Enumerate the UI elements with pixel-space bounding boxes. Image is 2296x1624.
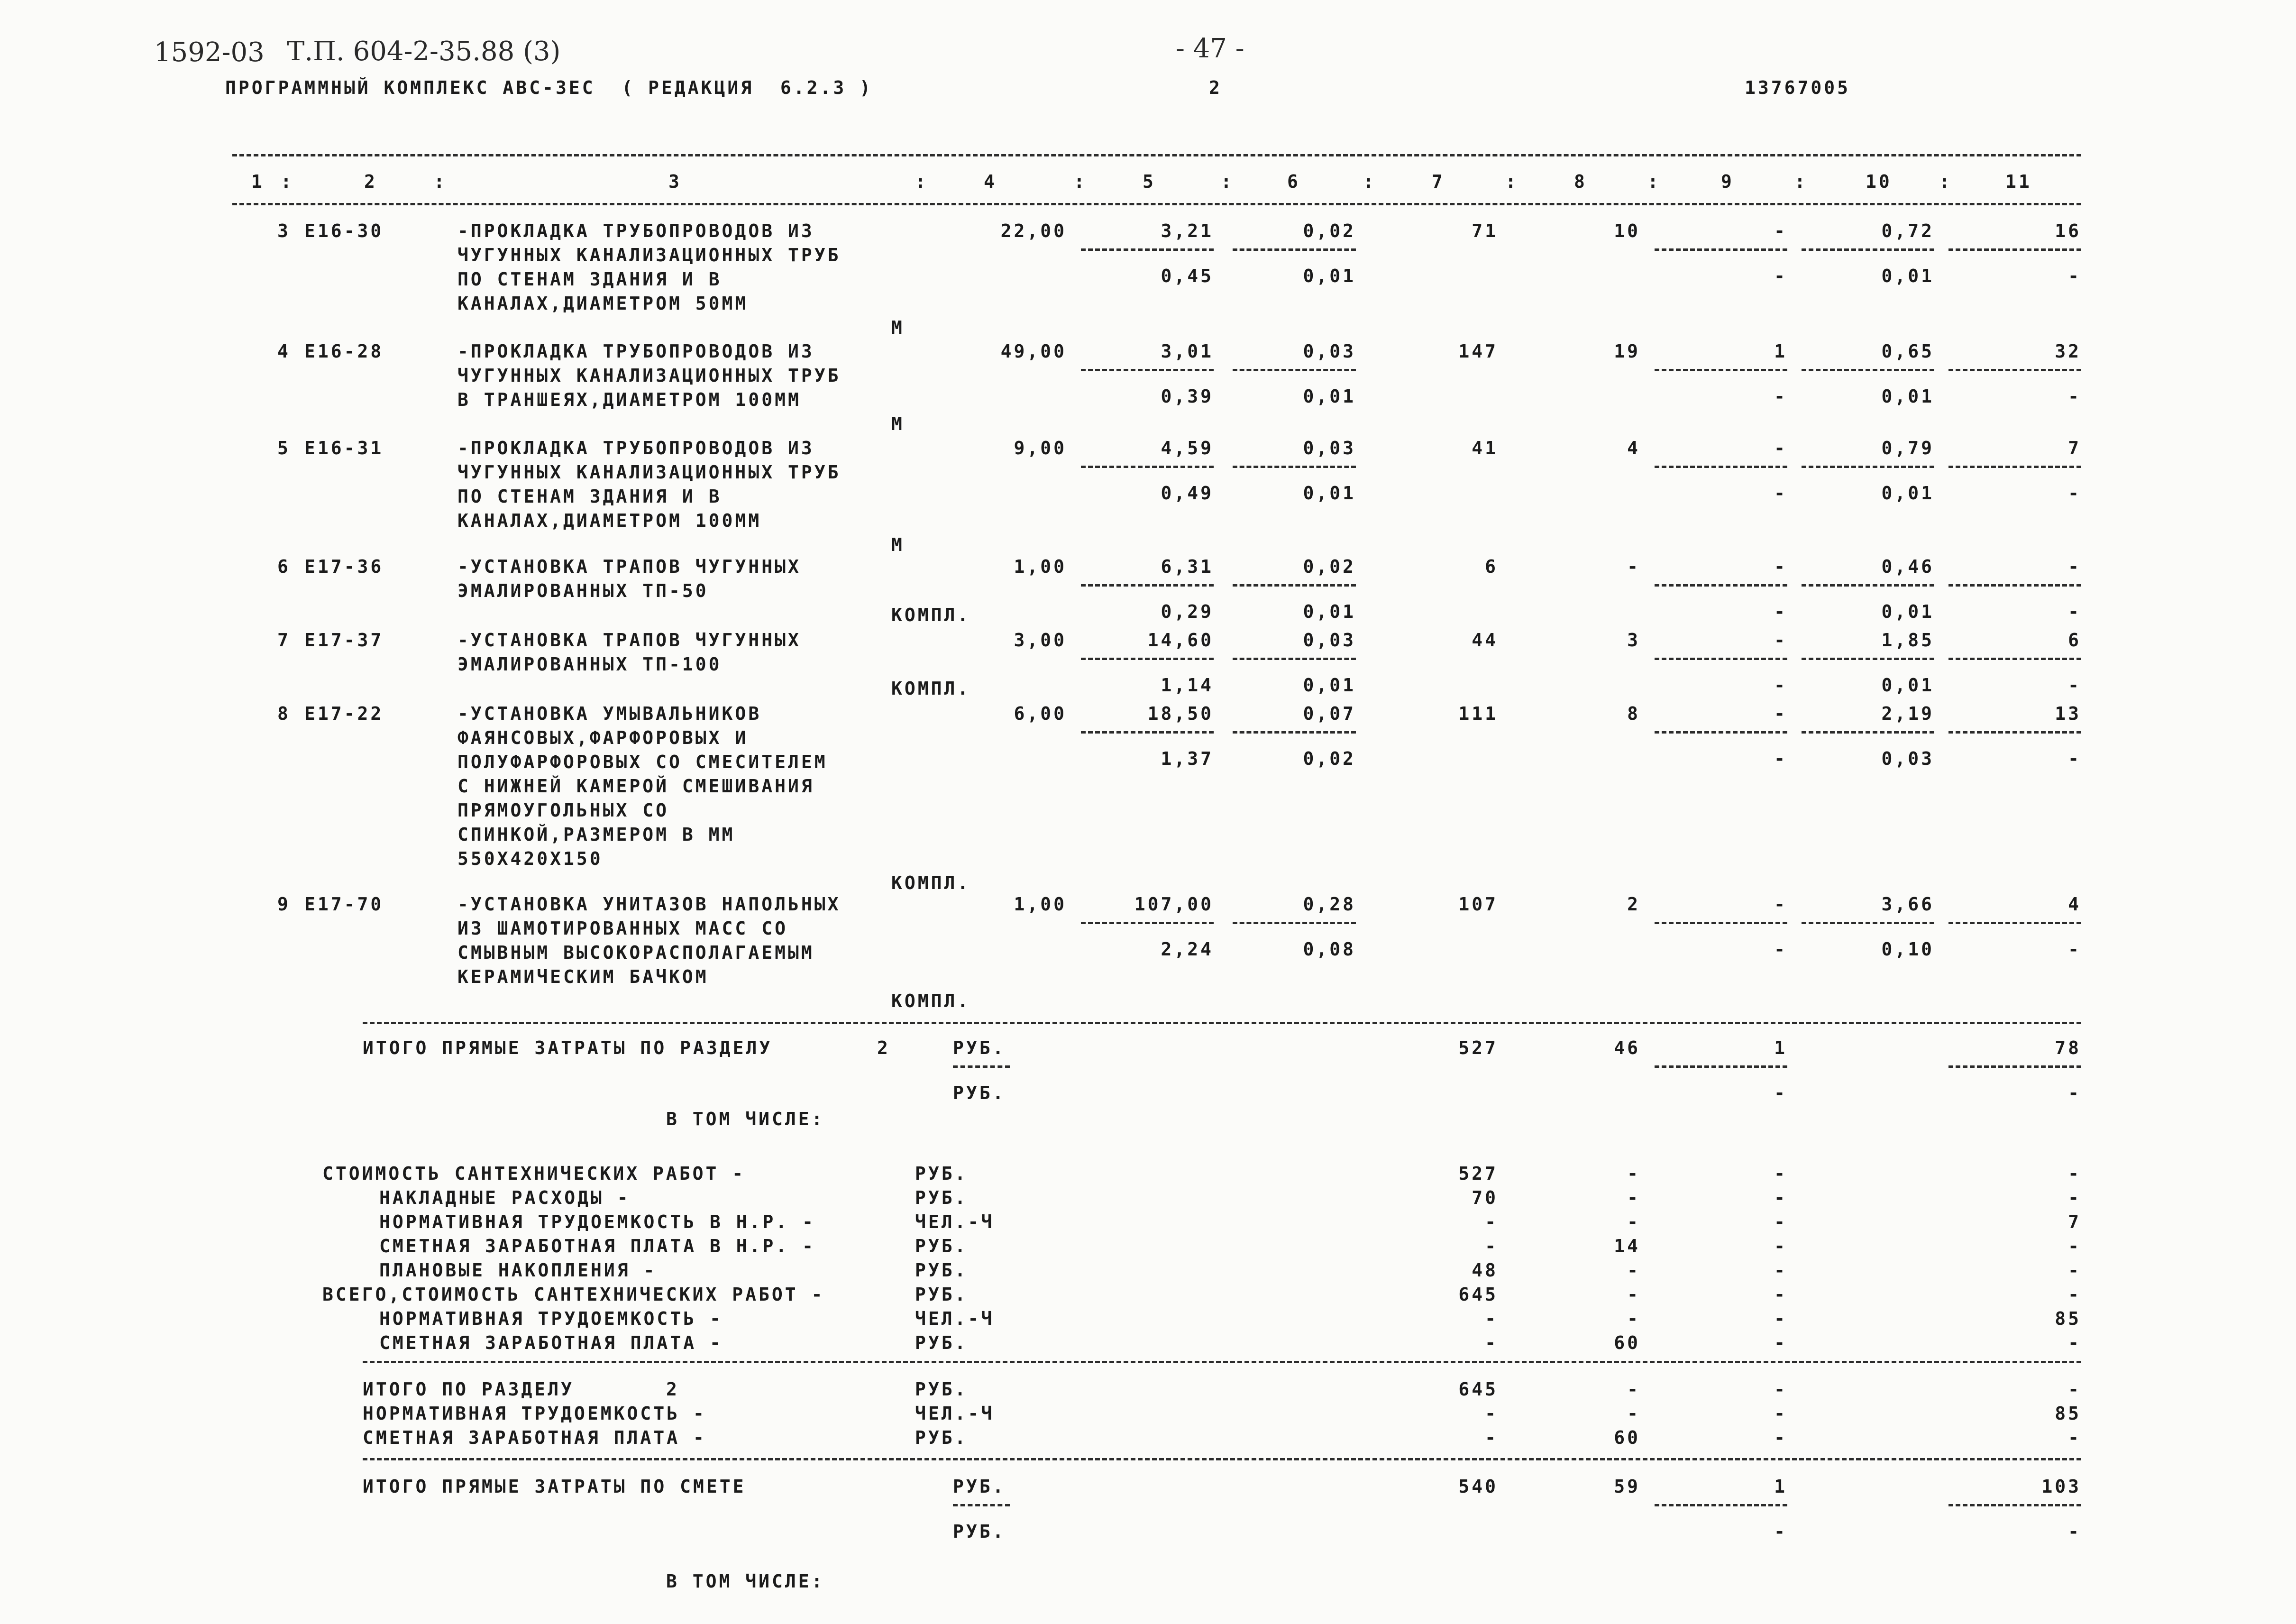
row-quantity: 6,00: [1014, 703, 1067, 724]
row-description-line: В ТРАНШЕЯХ,ДИАМЕТРОМ 100ММ: [457, 389, 801, 410]
breakdown-c8: 60: [1614, 1332, 1640, 1353]
breakdown-label: ПЛАНОВЫЕ НАКОПЛЕНИЯ -: [379, 1260, 657, 1281]
section-total-s11: -: [2068, 1083, 2081, 1103]
breakdown-c8: -: [1627, 1211, 1640, 1232]
estimate-total-c11: 103: [2041, 1476, 2081, 1497]
breakdown-label: ВСЕГО,СТОИМОСТЬ САНТЕХНИЧЕСКИХ РАБОТ -: [322, 1284, 825, 1305]
including-label: В ТОМ ЧИСЛЕ:: [666, 1109, 825, 1129]
row-sub-unit-cost: 1,14: [1161, 675, 1214, 696]
breakdown-c11: 85: [2055, 1308, 2081, 1329]
column-separator: :: [1939, 171, 1952, 192]
sheet-number: 2: [1209, 77, 1222, 98]
row-sub-machine: -: [1774, 939, 1787, 960]
row-labor-per-unit: 0,03: [1303, 630, 1356, 651]
row-sub-labor-total: 0,01: [1881, 266, 1934, 286]
summary-c8: 60: [1614, 1427, 1640, 1448]
row-description-line: ЧУГУННЫХ КАНАЛИЗАЦИОННЫХ ТРУБ: [457, 462, 841, 483]
row-description-line: СМЫВНЫМ ВЫСОКОРАСПОЛАГАЕМЫМ: [457, 942, 814, 963]
row-unit: М: [891, 534, 905, 555]
column-header-3: 3: [668, 171, 682, 192]
breakdown-c8: -: [1627, 1260, 1640, 1281]
column-header-2: 2: [364, 171, 377, 192]
section-total-number: 2: [877, 1037, 890, 1058]
summary-c7: -: [1485, 1403, 1498, 1424]
row-number: 3: [277, 220, 291, 241]
row-total-cost: 41: [1472, 438, 1498, 459]
row-quantity: 3,00: [1014, 630, 1067, 651]
breakdown-c9: -: [1774, 1163, 1787, 1184]
row-sub-col11: -: [2068, 266, 2081, 286]
document-id: 13767005: [1745, 77, 1851, 98]
program-title: ПРОГРАММНЫЙ КОМПЛЕКС АВС-3ЕС ( РЕДАКЦИЯ 6.2.3 ): [225, 77, 873, 98]
summary-label: СМЕТНАЯ ЗАРАБОТНАЯ ПЛАТА -: [363, 1427, 706, 1448]
row-sub-unit-cost: 2,24: [1161, 939, 1214, 960]
row-wage: 8: [1627, 703, 1640, 724]
estimate-total-c8: 59: [1614, 1476, 1640, 1497]
row-labor-per-unit: 0,03: [1303, 438, 1356, 459]
row-unit: КОМПЛ.: [891, 872, 971, 893]
table-top-rule: [232, 154, 2081, 156]
row-col11: 6: [2068, 630, 2081, 651]
row-sub-machine: -: [1774, 483, 1787, 504]
row-sub-machine: -: [1774, 266, 1787, 286]
breakdown-label: НАКЛАДНЫЕ РАСХОДЫ -: [379, 1187, 631, 1208]
row-unit-cost: 4,59: [1161, 438, 1214, 459]
section-total-label: ИТОГО ПРЯМЫЕ ЗАТРАТЫ ПО РАЗДЕЛУ: [363, 1037, 773, 1058]
estimate-total-c7: 540: [1458, 1476, 1498, 1497]
breakdown-c7: 48: [1472, 1260, 1498, 1281]
sub-rule: [1233, 922, 1356, 924]
row-labor: 3,66: [1881, 894, 1934, 915]
row-labor: 2,19: [1881, 703, 1934, 724]
row-unit: КОМПЛ.: [891, 678, 971, 699]
column-separator: :: [1074, 171, 1087, 192]
sub-rule: [1802, 658, 1934, 660]
breakdown-c11: -: [2068, 1260, 2081, 1281]
row-sub-machine: -: [1774, 386, 1787, 407]
row-code: Е17-70: [304, 894, 384, 915]
row-col11: 32: [2055, 341, 2081, 362]
row-sub-col11: -: [2068, 748, 2081, 769]
row-labor-per-unit: 0,28: [1303, 894, 1356, 915]
row-quantity: 9,00: [1014, 438, 1067, 459]
estimate-total-s11: -: [2068, 1521, 2081, 1542]
sub-rule: [1233, 584, 1356, 587]
row-labor-per-unit: 0,07: [1303, 703, 1356, 724]
sub-rule: [1081, 731, 1214, 734]
column-header-6: 6: [1287, 171, 1300, 192]
row-total-cost: 44: [1472, 630, 1498, 651]
breakdown-c11: -: [2068, 1163, 2081, 1184]
row-col11: 7: [2068, 438, 2081, 459]
row-col11: 16: [2055, 220, 2081, 241]
row-unit-cost: 3,21: [1161, 220, 1214, 241]
row-sub-col11: -: [2068, 601, 2081, 622]
breakdown-c9: -: [1774, 1236, 1787, 1257]
section-rule: [363, 1361, 2081, 1363]
row-labor: 0,72: [1881, 220, 1934, 241]
summary-c9: -: [1774, 1379, 1787, 1400]
breakdown-label: СМЕТНАЯ ЗАРАБОТНАЯ ПЛАТА В Н.Р. -: [379, 1236, 815, 1257]
breakdown-unit: РУБ.: [915, 1284, 968, 1305]
row-sub-labor-total: 0,01: [1881, 386, 1934, 407]
row-total-cost: 147: [1458, 341, 1498, 362]
row-sub-labor-total: 0,01: [1881, 483, 1934, 504]
row-machine: -: [1774, 630, 1787, 651]
row-wage: 3: [1627, 630, 1640, 651]
row-unit: КОМПЛ.: [891, 991, 971, 1011]
sub-rule: [1948, 1504, 2081, 1506]
breakdown-label: СТОИМОСТЬ САНТЕХНИЧЕСКИХ РАБОТ -: [322, 1163, 746, 1184]
summary-unit: ЧЕЛ.-Ч: [915, 1403, 995, 1424]
row-quantity: 1,00: [1014, 556, 1067, 577]
breakdown-c11: -: [2068, 1284, 2081, 1305]
breakdown-label: СМЕТНАЯ ЗАРАБОТНАЯ ПЛАТА -: [379, 1332, 723, 1353]
section-total-c8: 46: [1614, 1037, 1640, 1058]
sub-rule: [1655, 658, 1787, 660]
estimate-total-unit: РУБ.: [953, 1476, 1006, 1497]
row-labor: 1,85: [1881, 630, 1934, 651]
column-header-8: 8: [1574, 171, 1587, 192]
row-sub-labor: 0,01: [1303, 675, 1356, 696]
column-header-7: 7: [1432, 171, 1445, 192]
row-unit-cost: 107,00: [1134, 894, 1214, 915]
breakdown-c7: -: [1485, 1332, 1498, 1353]
row-wage: 10: [1614, 220, 1640, 241]
row-number: 5: [277, 438, 291, 459]
row-description-line: С НИЖНЕЙ КАМЕРОЙ СМЕШИВАНИЯ: [457, 776, 814, 797]
row-description-line: ЭМАЛИРОВАННЫХ ТП-100: [457, 654, 722, 675]
row-description-line: ПРЯМОУГОЛЬНЫХ СО: [457, 800, 669, 821]
row-col11: 4: [2068, 894, 2081, 915]
row-sub-labor-total: 0,01: [1881, 675, 1934, 696]
sub-rule: [1948, 922, 2081, 924]
breakdown-c9: -: [1774, 1260, 1787, 1281]
row-description-line: -ПРОКЛАДКА ТРУБОПРОВОДОВ ИЗ: [457, 341, 814, 362]
breakdown-c11: -: [2068, 1236, 2081, 1257]
row-sub-unit-cost: 0,45: [1161, 266, 1214, 286]
column-header-4: 4: [984, 171, 997, 192]
row-total-cost: 71: [1472, 220, 1498, 241]
row-sub-unit-cost: 1,37: [1161, 748, 1214, 769]
sub-rule: [1081, 922, 1214, 924]
sub-rule: [1802, 369, 1934, 371]
summary-c11: -: [2068, 1427, 2081, 1448]
column-separator: :: [1794, 171, 1808, 192]
row-code: Е16-30: [304, 220, 384, 241]
breakdown-c7: 70: [1472, 1187, 1498, 1208]
row-machine: -: [1774, 220, 1787, 241]
breakdown-unit: ЧЕЛ.-Ч: [915, 1211, 995, 1232]
row-description-line: КАНАЛАХ,ДИАМЕТРОМ 50ММ: [457, 293, 749, 314]
row-description-line: ПОЛУФАРФОРОВЫХ СО СМЕСИТЕЛЕМ: [457, 752, 828, 772]
column-separator: :: [434, 171, 447, 192]
summary-label: ИТОГО ПО РАЗДЕЛУ: [363, 1379, 575, 1400]
row-unit-cost: 14,60: [1147, 630, 1214, 651]
row-sub-machine: -: [1774, 601, 1787, 622]
section-total-c9: 1: [1774, 1037, 1787, 1058]
row-sub-labor: 0,08: [1303, 939, 1356, 960]
row-code: Е16-28: [304, 341, 384, 362]
row-labor-per-unit: 0,03: [1303, 341, 1356, 362]
column-separator: :: [1505, 171, 1518, 192]
sub-rule: [953, 1065, 1010, 1068]
row-number: 4: [277, 341, 291, 362]
sub-rule: [1802, 248, 1934, 251]
summary-section-number: 2: [666, 1379, 679, 1400]
breakdown-c7: -: [1485, 1211, 1498, 1232]
breakdown-c9: -: [1774, 1308, 1787, 1329]
summary-c11: 85: [2055, 1403, 2081, 1424]
summary-c8: -: [1627, 1403, 1640, 1424]
row-wage: -: [1627, 556, 1640, 577]
row-unit-cost: 18,50: [1147, 703, 1214, 724]
sub-rule: [1233, 248, 1356, 251]
sub-rule: [1802, 922, 1934, 924]
sub-rule: [1802, 466, 1934, 468]
row-wage: 4: [1627, 438, 1640, 459]
row-machine: -: [1774, 438, 1787, 459]
breakdown-c8: -: [1627, 1187, 1640, 1208]
sub-rule: [1802, 731, 1934, 734]
breakdown-c8: -: [1627, 1308, 1640, 1329]
sub-rule: [1233, 369, 1356, 371]
sub-rule: [1081, 584, 1214, 587]
breakdown-unit: РУБ.: [915, 1332, 968, 1353]
row-machine: -: [1774, 556, 1787, 577]
row-description-line: СПИНКОЙ,РАЗМЕРОМ В ММ: [457, 824, 735, 845]
row-machine: 1: [1774, 341, 1787, 362]
row-unit-cost: 6,31: [1161, 556, 1214, 577]
sub-rule: [1233, 731, 1356, 734]
row-labor: 0,79: [1881, 438, 1934, 459]
sub-rule: [1655, 466, 1787, 468]
breakdown-c7: 527: [1458, 1163, 1498, 1184]
row-labor-per-unit: 0,02: [1303, 556, 1356, 577]
row-labor-per-unit: 0,02: [1303, 220, 1356, 241]
row-description-line: ЧУГУННЫХ КАНАЛИЗАЦИОННЫХ ТРУБ: [457, 365, 841, 386]
including-label-2: В ТОМ ЧИСЛЕ:: [666, 1571, 825, 1592]
section-total-unit: РУБ.: [953, 1037, 1006, 1058]
section-total-c11: 78: [2055, 1037, 2081, 1058]
breakdown-unit: РУБ.: [915, 1163, 968, 1184]
estimate-total-unit2: РУБ.: [953, 1521, 1006, 1542]
summary-c11: -: [2068, 1379, 2081, 1400]
row-sub-col11: -: [2068, 939, 2081, 960]
sub-rule: [1655, 1504, 1787, 1506]
page-number: - 47 -: [1176, 33, 1244, 64]
sub-rule: [1081, 466, 1214, 468]
row-quantity: 22,00: [1000, 220, 1067, 241]
row-wage: 2: [1627, 894, 1640, 915]
row-sub-labor: 0,01: [1303, 386, 1356, 407]
summary-c8: -: [1627, 1379, 1640, 1400]
row-sub-col11: -: [2068, 675, 2081, 696]
column-separator: :: [281, 171, 294, 192]
row-total-cost: 111: [1458, 703, 1498, 724]
summary-c7: 645: [1458, 1379, 1498, 1400]
row-description-line: ПО СТЕНАМ ЗДАНИЯ И В: [457, 269, 722, 290]
breakdown-unit: РУБ.: [915, 1187, 968, 1208]
sub-rule: [1948, 466, 2081, 468]
breakdown-c8: -: [1627, 1284, 1640, 1305]
summary-c9: -: [1774, 1403, 1787, 1424]
breakdown-c8: -: [1627, 1163, 1640, 1184]
row-code: Е17-36: [304, 556, 384, 577]
breakdown-c8: 14: [1614, 1236, 1640, 1257]
row-description-line: -ПРОКЛАДКА ТРУБОПРОВОДОВ ИЗ: [457, 220, 814, 241]
row-labor: 0,46: [1881, 556, 1934, 577]
sub-rule: [1655, 731, 1787, 734]
column-header-10: 10: [1866, 171, 1892, 192]
row-machine: -: [1774, 703, 1787, 724]
row-sub-labor-total: 0,03: [1881, 748, 1934, 769]
sub-rule: [1655, 1065, 1787, 1068]
row-quantity: 1,00: [1014, 894, 1067, 915]
breakdown-unit: РУБ.: [915, 1260, 968, 1281]
sub-rule: [1948, 369, 2081, 371]
summary-c9: -: [1774, 1427, 1787, 1448]
section-total-c7: 527: [1458, 1037, 1498, 1058]
row-sub-labor: 0,02: [1303, 748, 1356, 769]
row-sub-labor: 0,01: [1303, 601, 1356, 622]
handwritten-code: 1592-03: [154, 37, 265, 68]
estimate-total-s9: -: [1774, 1521, 1787, 1542]
sub-rule: [1081, 369, 1214, 371]
row-wage: 19: [1614, 341, 1640, 362]
column-header-1: 1: [251, 171, 265, 192]
row-description-line: -УСТАНОВКА УМЫВАЛЬНИКОВ: [457, 703, 762, 724]
doc-reference: Т.П. 604-2-35.88 (3): [287, 36, 561, 67]
breakdown-c9: -: [1774, 1332, 1787, 1353]
row-sub-col11: -: [2068, 483, 2081, 504]
sub-rule: [953, 1504, 1010, 1506]
section-rule: [363, 1022, 2081, 1024]
column-header-9: 9: [1721, 171, 1734, 192]
breakdown-unit: РУБ.: [915, 1236, 968, 1257]
row-total-cost: 6: [1485, 556, 1498, 577]
row-sub-machine: -: [1774, 748, 1787, 769]
sub-rule: [1655, 369, 1787, 371]
breakdown-c11: -: [2068, 1332, 2081, 1353]
row-description-line: ПО СТЕНАМ ЗДАНИЯ И В: [457, 486, 722, 507]
column-separator: :: [1363, 171, 1376, 192]
breakdown-label: НОРМАТИВНАЯ ТРУДОЕМКОСТЬ -: [379, 1308, 723, 1329]
breakdown-c7: 645: [1458, 1284, 1498, 1305]
sub-rule: [1233, 466, 1356, 468]
row-code: Е17-37: [304, 630, 384, 651]
sub-rule: [1948, 731, 2081, 734]
column-header-11: 11: [2005, 171, 2032, 192]
row-unit: М: [891, 317, 905, 338]
row-code: Е16-31: [304, 438, 384, 459]
row-description-line: -УСТАНОВКА УНИТАЗОВ НАПОЛЬНЫХ: [457, 894, 841, 915]
row-description-line: КЕРАМИЧЕСКИМ БАЧКОМ: [457, 966, 709, 987]
row-description-line: -УСТАНОВКА ТРАПОВ ЧУГУННЫХ: [457, 630, 801, 651]
row-unit-cost: 3,01: [1161, 341, 1214, 362]
summary-unit: РУБ.: [915, 1427, 968, 1448]
breakdown-c11: -: [2068, 1187, 2081, 1208]
breakdown-c9: -: [1774, 1187, 1787, 1208]
row-quantity: 49,00: [1000, 341, 1067, 362]
sub-rule: [1655, 248, 1787, 251]
sub-rule: [1948, 1065, 2081, 1068]
breakdown-label: НОРМАТИВНАЯ ТРУДОЕМКОСТЬ В Н.Р. -: [379, 1211, 815, 1232]
row-number: 7: [277, 630, 291, 651]
row-description-line: ЧУГУННЫХ КАНАЛИЗАЦИОННЫХ ТРУБ: [457, 245, 841, 266]
column-separator: :: [1647, 171, 1661, 192]
row-total-cost: 107: [1458, 894, 1498, 915]
row-sub-col11: -: [2068, 386, 2081, 407]
row-sub-machine: -: [1774, 675, 1787, 696]
row-machine: -: [1774, 894, 1787, 915]
sub-rule: [1948, 584, 2081, 587]
section-rule: [363, 1458, 2081, 1460]
row-number: 6: [277, 556, 291, 577]
row-unit: М: [891, 413, 905, 434]
row-description-line: -УСТАНОВКА ТРАПОВ ЧУГУННЫХ: [457, 556, 801, 577]
row-sub-labor: 0,01: [1303, 266, 1356, 286]
row-description-line: ФАЯНСОВЫХ,ФАРФОРОВЫХ И: [457, 727, 749, 748]
row-sub-labor-total: 0,10: [1881, 939, 1934, 960]
row-labor: 0,65: [1881, 341, 1934, 362]
summary-c7: -: [1485, 1427, 1498, 1448]
breakdown-c7: -: [1485, 1236, 1498, 1257]
breakdown-c7: -: [1485, 1308, 1498, 1329]
row-sub-unit-cost: 0,49: [1161, 483, 1214, 504]
row-sub-labor-total: 0,01: [1881, 601, 1934, 622]
row-description-line: ИЗ ШАМОТИРОВАННЫХ МАСС СО: [457, 918, 788, 939]
column-header-5: 5: [1143, 171, 1156, 192]
sub-rule: [1802, 584, 1934, 587]
summary-unit: РУБ.: [915, 1379, 968, 1400]
row-sub-unit-cost: 0,39: [1161, 386, 1214, 407]
row-number: 9: [277, 894, 291, 915]
breakdown-c11: 7: [2068, 1211, 2081, 1232]
sub-rule: [1655, 584, 1787, 587]
section-total-s9: -: [1774, 1083, 1787, 1103]
sub-rule: [1655, 922, 1787, 924]
row-col11: -: [2068, 556, 2081, 577]
column-separator: :: [1221, 171, 1234, 192]
summary-label: НОРМАТИВНАЯ ТРУДОЕМКОСТЬ -: [363, 1403, 706, 1424]
row-code: Е17-22: [304, 703, 384, 724]
section-total-unit2: РУБ.: [953, 1083, 1006, 1103]
row-description-line: -ПРОКЛАДКА ТРУБОПРОВОДОВ ИЗ: [457, 438, 814, 459]
row-sub-labor: 0,01: [1303, 483, 1356, 504]
row-description-line: КАНАЛАХ,ДИАМЕТРОМ 100ММ: [457, 510, 762, 531]
row-unit: КОМПЛ.: [891, 605, 971, 625]
estimate-total-c9: 1: [1774, 1476, 1787, 1497]
row-number: 8: [277, 703, 291, 724]
sub-rule: [1233, 658, 1356, 660]
row-col11: 13: [2055, 703, 2081, 724]
breakdown-c9: -: [1774, 1211, 1787, 1232]
sub-rule: [1081, 248, 1214, 251]
row-sub-unit-cost: 0,29: [1161, 601, 1214, 622]
header-bottom-rule: [232, 203, 2081, 205]
sub-rule: [1081, 658, 1214, 660]
row-description-line: 550Х420Х150: [457, 848, 603, 869]
breakdown-unit: ЧЕЛ.-Ч: [915, 1308, 995, 1329]
breakdown-c9: -: [1774, 1284, 1787, 1305]
sub-rule: [1948, 248, 2081, 251]
sub-rule: [1948, 658, 2081, 660]
row-description-line: ЭМАЛИРОВАННЫХ ТП-50: [457, 580, 709, 601]
estimate-total-label: ИТОГО ПРЯМЫЕ ЗАТРАТЫ ПО СМЕТЕ: [363, 1476, 746, 1497]
column-separator: :: [915, 171, 928, 192]
